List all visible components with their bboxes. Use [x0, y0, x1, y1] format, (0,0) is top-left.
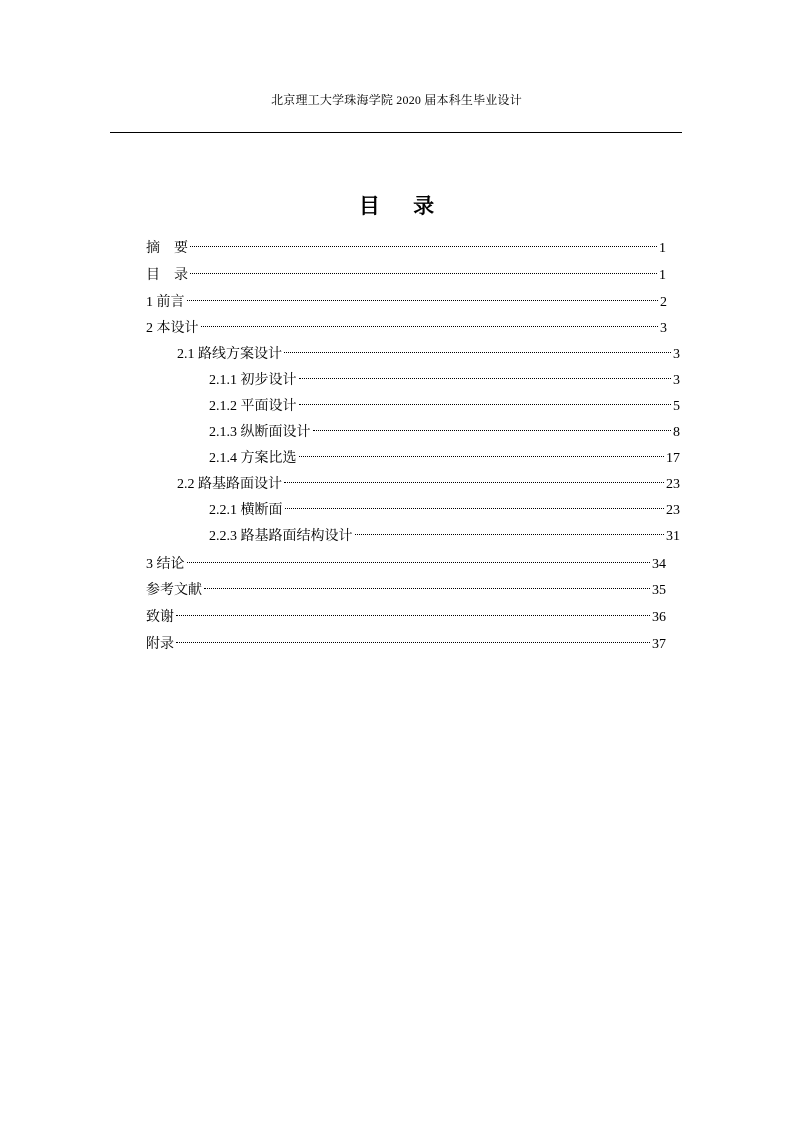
toc-entry-page: 3	[673, 347, 680, 362]
toc-entry-page: 1	[659, 241, 666, 256]
toc-entry-references[interactable]	[146, 574, 666, 598]
toc-entry-label: 2.2.3 路基路面结构设计	[209, 529, 353, 544]
toc-entry-route-scheme[interactable]	[177, 338, 680, 362]
toc-entry-page: 2	[660, 295, 667, 310]
toc-leader-dots	[284, 338, 671, 358]
toc-entry-appendix[interactable]	[146, 628, 666, 652]
toc-entry-comparison[interactable]	[209, 442, 680, 466]
toc-entry-page: 17	[666, 451, 680, 466]
toc-entry-page: 5	[673, 399, 680, 414]
toc-entry-plan[interactable]	[209, 390, 680, 414]
toc-entry-page: 23	[666, 477, 680, 492]
toc-entry-page: 1	[659, 268, 666, 283]
toc-entry-page: 34	[652, 557, 666, 572]
toc-leader-dots	[204, 574, 650, 594]
toc-leader-dots	[284, 468, 664, 488]
toc-entry-label: 2.1.3 纵断面设计	[209, 425, 311, 440]
toc-entry-acknowledgements[interactable]	[146, 601, 666, 625]
toc-entry-label: 参考文献	[146, 583, 202, 598]
toc-entry-contents[interactable]	[146, 259, 666, 283]
toc-entry-preliminary[interactable]	[209, 364, 680, 388]
toc-entry-conclusion[interactable]	[146, 548, 666, 572]
toc-entry-label: 2.1.4 方案比选	[209, 451, 297, 466]
toc-entry-label: 3 结论	[146, 557, 185, 572]
toc-entry-page: 31	[666, 529, 680, 544]
toc-entry-page: 8	[673, 425, 680, 440]
toc-entry-page: 36	[652, 610, 666, 625]
toc-leader-dots	[176, 628, 650, 648]
toc-leader-dots	[299, 442, 665, 462]
toc-entry-profile[interactable]	[209, 416, 680, 440]
toc-leader-dots	[190, 259, 657, 279]
toc-entry-label: 2.2.1 横断面	[209, 503, 283, 518]
toc-leader-dots	[299, 390, 672, 410]
toc-entry-page: 37	[652, 637, 666, 652]
toc-entry-page: 35	[652, 583, 666, 598]
toc-leader-dots	[313, 416, 672, 436]
toc-entry-label: 2.2 路基路面设计	[177, 477, 282, 492]
toc-leader-dots	[190, 232, 657, 252]
toc-entry-design[interactable]	[146, 312, 667, 336]
toc-entry-label: 摘 要	[146, 241, 188, 256]
toc-leader-dots	[355, 520, 665, 540]
toc-entry-page: 3	[673, 373, 680, 388]
toc-leader-dots	[299, 364, 672, 384]
toc-title: 目 录	[358, 194, 449, 218]
toc-entry-label: 2.1.2 平面设计	[209, 399, 297, 414]
toc-leader-dots	[187, 286, 659, 306]
header-rule	[110, 132, 682, 133]
toc-entry-label: 2.1 路线方案设计	[177, 347, 282, 362]
toc-entry-subgrade-pavement[interactable]	[177, 468, 680, 492]
toc-entry-label: 目 录	[146, 268, 188, 283]
running-header: 北京理工大学珠海学院 2020 届本科生毕业设计	[271, 93, 522, 107]
toc-entry-label: 致谢	[146, 610, 174, 625]
toc-entry-page: 3	[660, 321, 667, 336]
toc-leader-dots	[187, 548, 651, 568]
toc-entry-label: 附录	[146, 637, 174, 652]
toc-entry-label: 1 前言	[146, 295, 185, 310]
toc-leader-dots	[285, 494, 665, 514]
toc-entry-label: 2 本设计	[146, 321, 199, 336]
toc-entry-label: 2.1.1 初步设计	[209, 373, 297, 388]
toc-entry-structure[interactable]	[209, 520, 680, 544]
toc-leader-dots	[176, 601, 650, 621]
toc-entry-cross-section[interactable]	[209, 494, 680, 518]
toc-leader-dots	[201, 312, 659, 332]
toc-entry-page: 23	[666, 503, 680, 518]
toc-entry-preface[interactable]	[146, 286, 667, 310]
toc-entry-abstract[interactable]	[146, 232, 666, 256]
